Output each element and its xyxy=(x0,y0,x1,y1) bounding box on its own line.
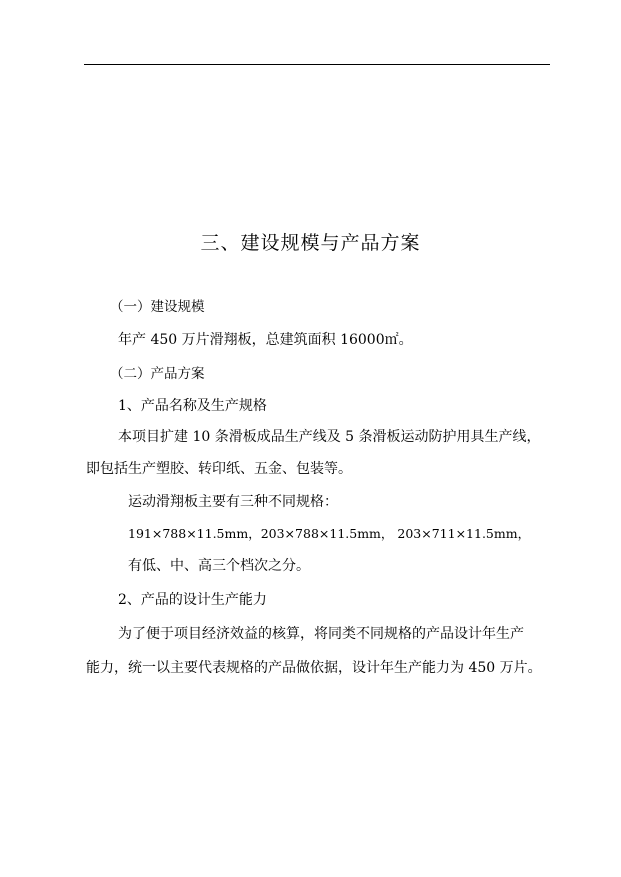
construction-scale-heading: （一）建设规模 xyxy=(110,299,205,315)
spec-intro: 运动滑翔板主要有三种不同规格： xyxy=(128,494,338,510)
capacity-paragraph-line1: 为了便于项目经济效益的核算，将同类不同规格的产品设计年生产 xyxy=(118,626,524,642)
product-specs-heading: 1、产品名称及生产规格 xyxy=(118,398,267,414)
spec-values: 191×788×11.5mm，203×788×11.5mm， 203×711×11.5mm， xyxy=(128,526,531,541)
product-plan-heading: （二）产品方案 xyxy=(110,366,205,382)
construction-scale-text: 年产 450 万片滑翔板，总建筑面积 16000㎡。 xyxy=(118,332,413,348)
capacity-heading: 2、产品的设计生产能力 xyxy=(118,592,267,608)
product-specs-paragraph-line1: 本项目扩建 10 条滑板成品生产线及 5 条滑板运动防护用具生产线， xyxy=(118,429,541,445)
capacity-paragraph-line2: 能力，统一以主要代表规格的产品做依据，设计年生产能力为 450 万片。 xyxy=(86,660,542,676)
page-header-rule xyxy=(84,64,550,65)
product-specs-paragraph-line2: 即包括生产塑胶、转印纸、五金、包装等。 xyxy=(86,461,352,477)
section-title: 三、建设规模与产品方案 xyxy=(200,232,421,254)
grades-text: 有低、中、高三个档次之分。 xyxy=(128,558,310,574)
